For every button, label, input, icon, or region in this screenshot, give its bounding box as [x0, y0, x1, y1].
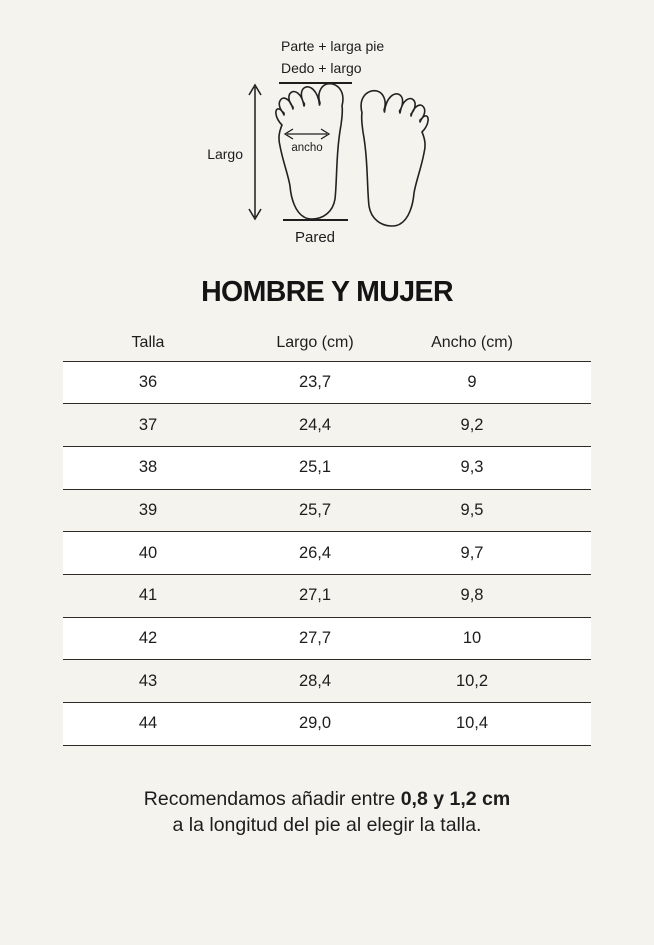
header-ancho: Ancho (cm)	[431, 333, 513, 351]
cell-largo: 29,0	[298, 714, 332, 733]
right-footprint	[361, 91, 428, 226]
cell-ancho: 10	[462, 628, 482, 647]
table-row	[63, 617, 591, 660]
cell-talla: 43	[138, 671, 158, 690]
size-table	[63, 334, 591, 746]
cell-ancho: 9,8	[460, 586, 484, 605]
cell-largo: 24,4	[298, 415, 332, 434]
cell-ancho: 9,5	[460, 500, 484, 519]
recommendation-note	[0, 787, 654, 839]
header-largo: Largo (cm)	[276, 333, 354, 351]
length-arrow	[249, 85, 261, 219]
diagram-label-top-line1: Parte + larga pie	[281, 38, 385, 54]
diagram-label-length: Largo	[207, 146, 243, 162]
page-title: HOMBRE Y MUJER	[201, 276, 453, 308]
note-line1-bold: 0,8 y 1,2 cm	[400, 787, 511, 810]
cell-talla: 44	[138, 714, 158, 733]
cell-ancho: 9	[467, 372, 477, 391]
cell-largo: 26,4	[298, 543, 332, 562]
diagram-label-bottom: Pared	[294, 229, 336, 246]
header-talla: Talla	[131, 333, 165, 351]
cell-talla: 40	[138, 543, 158, 562]
cell-talla: 42	[138, 628, 158, 647]
table-row	[63, 659, 591, 702]
table-row	[63, 361, 591, 404]
cell-talla: 36	[138, 372, 158, 391]
table-body	[63, 361, 591, 746]
cell-talla: 41	[138, 586, 158, 605]
cell-talla: 38	[138, 458, 158, 477]
cell-ancho: 10,4	[455, 714, 489, 733]
cell-talla: 39	[138, 500, 158, 519]
table-row	[63, 574, 591, 617]
cell-ancho: 9,3	[460, 458, 484, 477]
table-header-row	[63, 334, 591, 361]
cell-largo: 28,4	[298, 671, 332, 690]
table-row	[63, 403, 591, 446]
cell-ancho: 9,7	[460, 543, 484, 562]
table-row	[63, 446, 591, 489]
cell-largo: 25,1	[298, 458, 332, 477]
cell-largo: 27,1	[298, 586, 332, 605]
table-row	[63, 489, 591, 532]
table-row	[63, 531, 591, 574]
width-arrow	[285, 129, 329, 139]
cell-largo: 23,7	[298, 372, 332, 391]
diagram-label-top-line2: Dedo + largo	[281, 60, 362, 76]
cell-largo: 27,7	[298, 628, 332, 647]
cell-talla: 37	[138, 415, 158, 434]
table-row	[63, 702, 591, 745]
cell-largo: 25,7	[298, 500, 332, 519]
cell-ancho: 9,2	[460, 415, 484, 434]
diagram-label-width: ancho	[291, 142, 323, 154]
note-line2: a la longitud del pie al elegir la talla.	[172, 813, 482, 836]
note-line1-normal: Recomendamos añadir entre	[143, 787, 396, 810]
cell-ancho: 10,2	[455, 671, 489, 690]
foot-measurement-diagram	[0, 0, 654, 258]
